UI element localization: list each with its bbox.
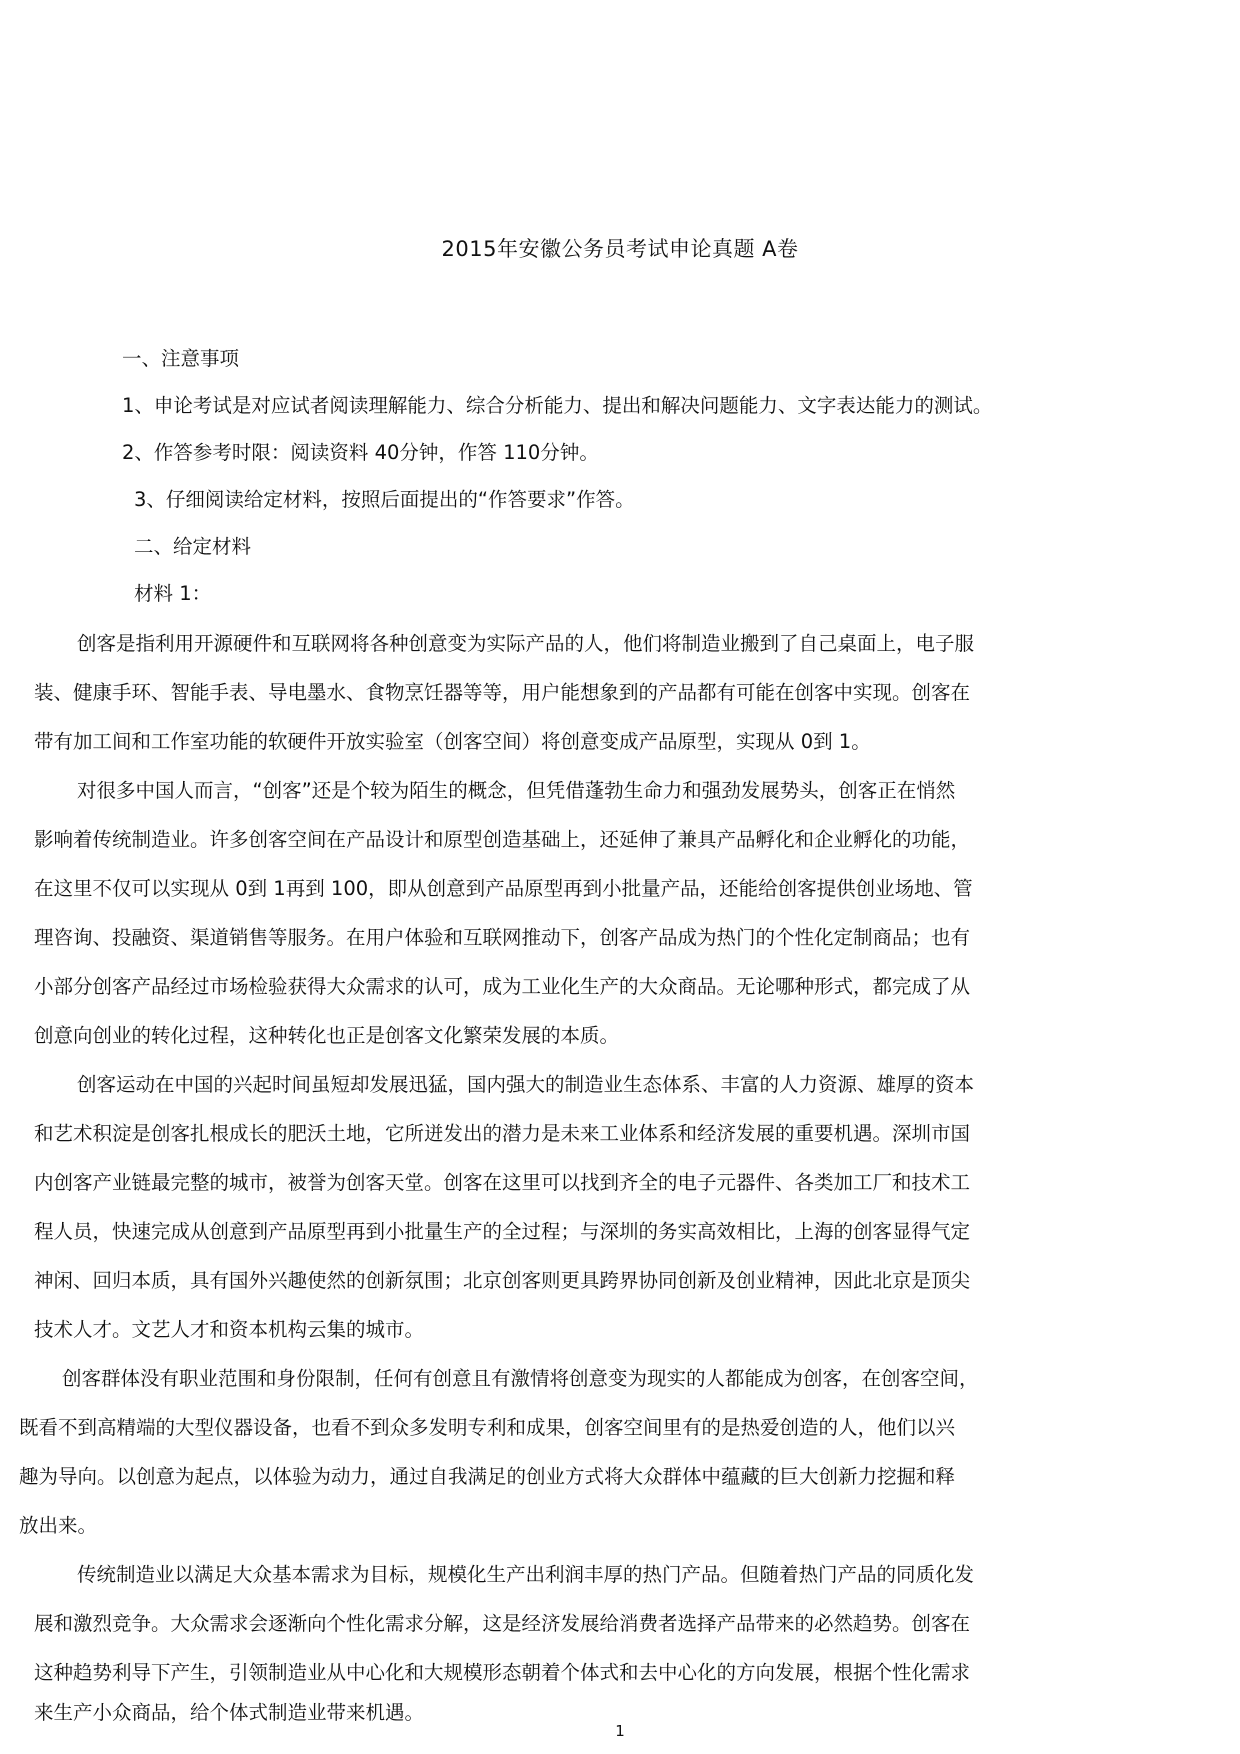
page-number: 1: [615, 1722, 625, 1740]
paragraph-line: 来生产小众商品，给个体式制造业带来机遇。: [34, 1701, 425, 1724]
notice-heading: 一、注意事项: [122, 347, 240, 370]
material-heading: 二、给定材料: [134, 535, 252, 558]
paragraph-line: 程人员，快速完成从创意到产品原型再到小批量生产的全过程；与深圳的务实高效相比，上海的创客显得气定: [34, 1220, 971, 1243]
paragraph-line: 在这里不仅可以实现从 0到 1再到 100，即从创意到产品原型再到小批量产品，还能给创客提供创业场地、管: [34, 877, 973, 900]
paragraph-line: 神闲、回归本质，具有国外兴趣使然的创新氛围；北京创客则更具跨界协同创新及创业精神，因此北京是顶尖: [34, 1269, 971, 1292]
paragraph-line: 理咨询、投融资、渠道销售等服务。在用户体验和互联网推动下，创客产品成为热门的个性化定制商品；也有: [34, 926, 971, 949]
notice-item-1: 1、申论考试是对应试者阅读理解能力、综合分析能力、提出和解决问题能力、文字表达能力的测试。: [122, 394, 993, 417]
paragraph-line: 既看不到高精端的大型仪器设备，也看不到众多发明专利和成果，创客空间里有的是热爱创造的人，他们以兴: [19, 1416, 956, 1439]
paragraph-line: 创客群体没有职业范围和身份限制，任何有创意且有激情将创意变为现实的人都能成为创客，在创客空间，: [62, 1367, 979, 1390]
paragraph-line: 小部分创客产品经过市场检验获得大众需求的认可，成为工业化生产的大众商品。无论哪种形式，都完成了从: [34, 975, 971, 998]
paragraph-line: 对很多中国人而言，“创客”还是个较为陌生的概念，但凭借蓬勃生命力和强劲发展势头，创客正在悄然: [77, 779, 956, 802]
notice-item-3: 3、仔细阅读给定材料，按照后面提出的“作答要求”作答。: [134, 488, 635, 511]
paragraph-line: 传统制造业以满足大众基本需求为目标，规模化生产出利润丰厚的热门产品。但随着热门产品的同质化发: [77, 1563, 975, 1586]
paragraph-line: 带有加工间和工作室功能的软硬件开放实验室（创客空间）将创意变成产品原型，实现从 0到 1。: [34, 730, 871, 753]
paragraph-line: 创客是指利用开源硬件和互联网将各种创意变为实际产品的人，他们将制造业搬到了自己桌面上，电子服: [77, 632, 975, 655]
paragraph-line: 这种趋势利导下产生，引领制造业从中心化和大规模形态朝着个体式和去中心化的方向发展，根据个性化需求: [34, 1661, 971, 1684]
paragraph-line: 创客运动在中国的兴起时间虽短却发展迅猛，国内强大的制造业生态体系、丰富的人力资源、雄厚的资本: [77, 1073, 975, 1096]
paragraph-line: 趣为导向。以创意为起点，以体验为动力，通过自我满足的创业方式将大众群体中蕴藏的巨大创新力挖掘和释: [19, 1465, 956, 1488]
paragraph-line: 影响着传统制造业。许多创客空间在产品设计和原型创造基础上，还延伸了兼具产品孵化和企业孵化的功能，: [34, 828, 971, 851]
paragraph-line: 放出来。: [19, 1514, 98, 1537]
paragraph-line: 内创客产业链最完整的城市，被誉为创客天堂。创客在这里可以找到齐全的电子元器件、各类加工厂和技术工: [34, 1171, 971, 1194]
paragraph-line: 创意向创业的转化过程，这种转化也正是创客文化繁荣发展的本质。: [34, 1024, 620, 1047]
document-title: 2015年安徽公务员考试申论真题 A卷: [441, 237, 799, 261]
paragraph-line: 技术人才。文艺人才和资本机构云集的城市。: [34, 1318, 425, 1341]
paragraph-line: 展和激烈竞争。大众需求会逐渐向个性化需求分解，这是经济发展给消费者选择产品带来的必然趋势。创客在: [34, 1612, 971, 1635]
paragraph-line: 装、健康手环、智能手表、导电墨水、食物烹饪器等等，用户能想象到的产品都有可能在创客中实现。创客在: [34, 681, 971, 704]
paragraph-line: 和艺术积淀是创客扎根成长的肥沃土地，它所迸发出的潜力是未来工业体系和经济发展的重要机遇。深圳市国: [34, 1122, 971, 1145]
notice-item-2: 2、作答参考时限：阅读资料 40分钟，作答 110分钟。: [122, 441, 599, 464]
material-1-label: 材料 1：: [134, 582, 212, 605]
